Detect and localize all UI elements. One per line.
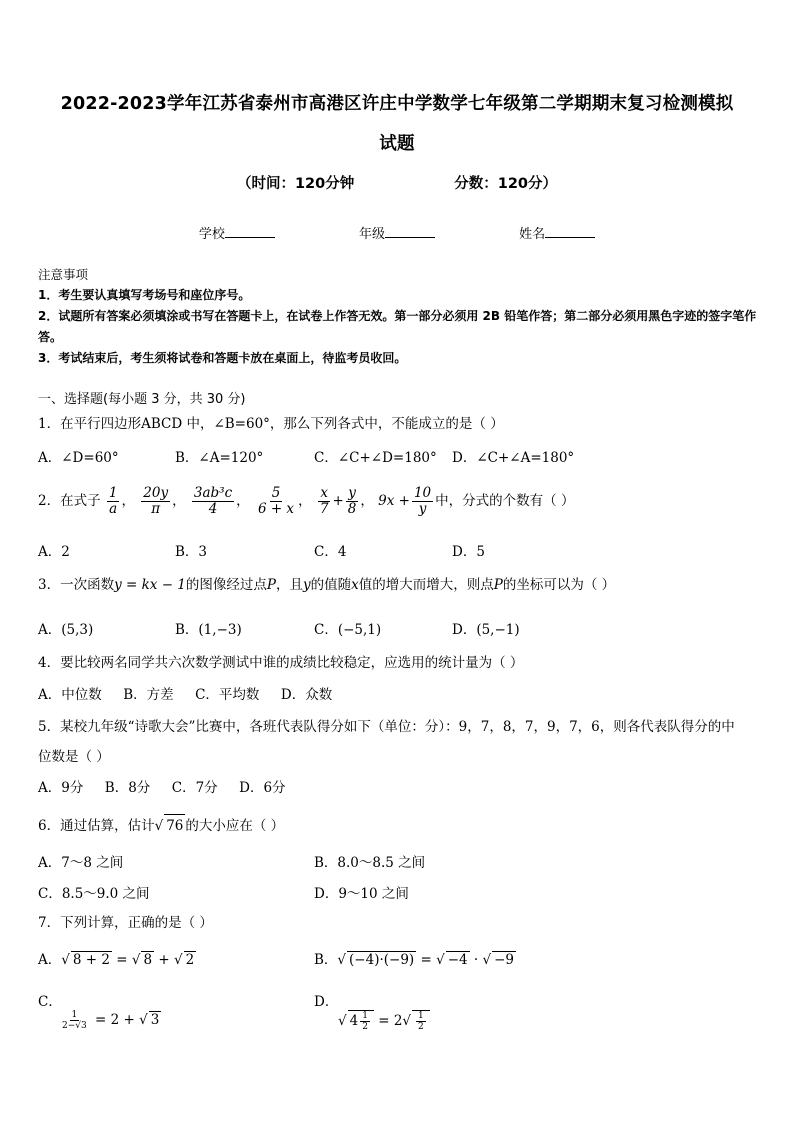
q3-option-c: C．(−5,1) (314, 622, 382, 638)
note-item-1: 1．考生要认真填写考场号和座位序号。 (38, 288, 251, 302)
q2-fraction-1: $\frac{1}{a}$ (108, 485, 118, 517)
grade-label: 年级 (358, 227, 385, 242)
q7-d-fraction-1: $\frac{1}{2}$ (362, 1011, 368, 1032)
grade-blank (385, 225, 435, 238)
notes-heading: 注意事项 (38, 267, 89, 282)
question-2-stem: 2．在式子 $\frac{1}{a}$ ， $\frac{20y}{\pi}$ ， $\frac{\text{3ab³c}}{4}$ ， $\frac{5}{6 + x}$ ， $\frac{x}{7}$ + $\frac{y}{8}$ ， 9x + $\frac{10}{y}$ 中，分式的个数有（ ） (38, 485, 575, 517)
name-label: 姓名 (519, 227, 546, 242)
q2-option-a: A．2 (38, 544, 70, 560)
exam-score: 分数：120分） (454, 176, 558, 192)
question-1-options (38, 446, 760, 466)
q1-option-a: A．∠D=60° (38, 450, 119, 466)
q3-option-a: A．(5,3) (38, 622, 94, 638)
question-6-options-row2 (38, 882, 760, 902)
q7-c-fraction: $\frac{1}{2-√3}$ (62, 1010, 87, 1031)
q6-option-d: D．9～10 之间 (314, 886, 409, 902)
question-6-stem: 6．通过估算，估计√ 76 的大小应在（ ） (38, 814, 760, 837)
time-score-line (0, 172, 794, 193)
note-item-3: 3．考试结束后，考生须将试卷和答题卡放在桌面上，待监考员收回。 (38, 351, 407, 365)
question-6-options-row1 (38, 851, 760, 871)
student-info-line (0, 223, 794, 242)
question-7-options-row1 (38, 948, 760, 976)
note-item-2: 2．试题所有答案必须填涂或书写在答题卡上，在试卷上作答无效。第一部分必须用 2B 铅笔作答；第二部分必须用黑色字迹的签字笔作答。 (38, 309, 757, 344)
q2-fraction-2: $\frac{20y}{\pi}$ (143, 485, 169, 517)
q3-function-expr: y = kx − 1 (114, 577, 186, 593)
q7-option-a: A．√ 8 + 2 = √ 8 + √ 2 (38, 948, 196, 968)
q2-fraction-5: $\frac{x}{7}$ (319, 485, 329, 517)
question-5-line1: 5．某校九年级“诗歌大会”比赛中，各班代表队得分如下（单位：分）：9，7，8，7，9，7，6，则各代表队得分的中 (38, 719, 735, 735)
q2-fraction-4: $\frac{5}{6 + x}$ (257, 485, 295, 517)
q7-option-c: C． $\frac{1}{2-√3}$ = 2 + √ 3 (38, 990, 161, 1031)
q2-prefix: 2．在式子 (38, 493, 101, 509)
question-7-stem: 7．下列计算，正确的是（ ） (38, 915, 213, 931)
q6-radicand: 76 (164, 814, 185, 837)
q2-fraction-7: $\frac{10}{y}$ (413, 485, 432, 517)
q6-option-c: C．8.5～9.0 之间 (38, 886, 150, 902)
q2-option-b: B．3 (175, 544, 208, 560)
q7-d-fraction-2: $\frac{1}{2}$ (418, 1011, 424, 1032)
q2-option-c: C．4 (314, 544, 347, 560)
q2-fraction-3: $\frac{\text{3ab³c}}{4}$ (193, 485, 233, 517)
question-1-stem: 1．在平行四边形ABCD 中，∠B=60°，那么下列各式中，不能成立的是（ ） (38, 416, 504, 432)
question-4-options: A．中位数 B．方差 C．平均数 D．众数 (38, 687, 333, 703)
q1-option-d: D．∠C+∠A=180° (452, 450, 575, 466)
q3-option-d: D．(5,−1) (452, 622, 520, 638)
exam-time: （时间：120分钟 (236, 176, 355, 192)
name-blank (545, 225, 595, 238)
exam-title-line1: 2022-2023学年江苏省泰州市高港区许庄中学数学七年级第二学期期末复习检测模拟 (60, 94, 734, 114)
q3-option-b: B．(1,−3) (175, 622, 242, 638)
q2-suffix: 中，分式的个数有（ ） (435, 493, 575, 509)
exam-title-line2: 试题 (379, 134, 415, 154)
section-heading: 一、选择题(每小题 3 分，共 30 分) (38, 392, 246, 407)
q2-option-d: D．5 (452, 544, 485, 560)
question-7-options-row2 (38, 990, 760, 1030)
question-3-stem: 3．一次函数y = kx − 1的图像经过点P，且y的值随x值的增大而增大，则点P的坐标可以为（ ） (38, 577, 616, 593)
q6-option-b: B．8.0～8.5 之间 (314, 855, 426, 871)
question-5-line2: 位数是（ ） (38, 749, 110, 765)
q7-option-d: D． √ 4 $\frac{1}{2}$ = 2√ $\frac{1}{2}$ (314, 990, 430, 1032)
question-3-options (38, 618, 760, 638)
q7-option-b: B．√ (−4)·(−9) = √ −4 · √ −9 (314, 948, 516, 968)
q1-option-c: C．∠C+∠D=180° (314, 450, 437, 466)
q1-option-b: B．∠A=120° (175, 450, 264, 466)
question-4-stem: 4．要比较两名同学共六次数学测试中谁的成绩比较稳定，应选用的统计量为（ ） (38, 655, 524, 671)
q6-option-a: A．7～8 之间 (38, 855, 124, 871)
school-label: 学校 (198, 227, 225, 242)
school-blank (225, 225, 275, 238)
notes-block (38, 264, 760, 369)
question-5-options: A．9分 B．8分 C．7分 D．6分 (38, 780, 286, 796)
question-2-options (38, 540, 760, 560)
q2-term7: 9x + (378, 493, 410, 509)
q2-fraction-6: $\frac{y}{8}$ (347, 485, 357, 517)
